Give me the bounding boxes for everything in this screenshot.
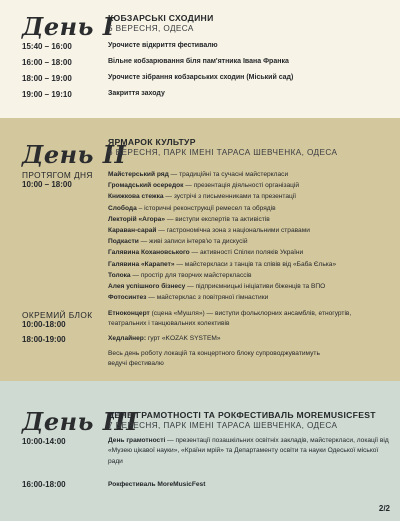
location-desc: — живі записи інтерв'ю та дискусій: [138, 238, 248, 246]
location-name: Толока: [108, 271, 131, 279]
ethno-concert-text: [108, 309, 388, 330]
all-day-block-time: 10:00 – 18:00: [22, 180, 72, 189]
day-2-title: День ІІ: [22, 140, 127, 169]
day-1-title: День І: [22, 12, 115, 41]
location-list: [108, 169, 398, 303]
location-name: Караван-сарай: [108, 227, 157, 235]
literacy-day-text: [108, 436, 393, 467]
location-name: Подкасти: [108, 238, 139, 246]
event-time: 16:00 – 18:00: [22, 58, 72, 67]
event-time: 19:00 – 19:10: [22, 90, 72, 99]
separate-block-time: 10:00-18:00: [22, 320, 66, 329]
location-desc: — гастрономічна зона з національними стравами: [156, 227, 310, 235]
all-day-block-label: ПРОТЯГОМ ДНЯ: [22, 170, 93, 180]
literacy-day-desc: — презентації позашкільних освітніх закладів, майстеркласи, локації від «Музею цікавої науки», «Країни мрій» та Департаменту освіти та науки Одеської міської ради: [108, 437, 389, 465]
location-desc: — зустрічі з письменниками та презентації: [163, 193, 297, 201]
location-desc: – історичні реконструкції ремесел та обрядів: [136, 204, 276, 212]
headliner-band: гурт «KOZAK SYSTEM»: [146, 335, 221, 342]
ethno-concert-desc: (сцена «Мушля») — виступи фольклорних ансамблів, етногуртів, театральних і танцювальних колективів: [108, 310, 352, 328]
rock-fest-time: 16:00-18:00: [22, 480, 66, 489]
day-3-section: [0, 381, 400, 521]
schedule-row: [0, 58, 400, 70]
day-1-event-name: КОБЗАРСЬКІ СХОДИНИ: [108, 13, 214, 23]
location-name: Лекторій «Агора»: [108, 215, 165, 223]
event-title: Вільне кобзарювання біля пам'ятника Івана Франка: [108, 58, 289, 65]
location-item: [108, 214, 398, 225]
literacy-day-time: 10:00-14:00: [22, 437, 66, 446]
event-title: Закриття заходу: [108, 90, 165, 97]
location-name: Фотосинтез: [108, 294, 147, 302]
location-name: Майстерський ряд: [108, 171, 169, 178]
event-title: Урочисте зібрання кобзарських сходин (Міський сад): [108, 74, 294, 81]
ethno-concert-name: Етноконцерт: [108, 310, 150, 317]
location-item: [108, 292, 398, 303]
location-desc: — підприємницькі ініціативи біженців та ВПО: [185, 283, 326, 291]
location-item: [108, 259, 398, 270]
day-3-header: [108, 410, 392, 430]
schedule-row: [0, 42, 400, 54]
location-item: [108, 203, 398, 214]
schedule-row: [0, 74, 400, 86]
day-1-header: [108, 13, 392, 33]
day-2-header: [108, 137, 392, 157]
location-item: [108, 180, 398, 191]
location-item: [108, 191, 398, 202]
location-name: Книжкова стежка: [108, 193, 164, 201]
separate-block-label: ОКРЕМИЙ БЛОК: [22, 310, 93, 320]
location-desc: — активності Спілки поляків України: [189, 249, 304, 257]
day-2-section: [0, 118, 400, 381]
headliner-label: Хедлайнер:: [108, 335, 147, 342]
location-name: Алея успішного бізнесу: [108, 283, 186, 291]
literacy-day-name: День грамотності: [108, 437, 166, 444]
day-3-location: 7 ВЕРЕСНЯ, ПАРК ІМЕНІ ТАРАСА ШЕВЧЕНКА, ОДЕСА: [108, 421, 338, 430]
location-desc: — простір для творчих майстерклассів: [130, 271, 252, 279]
location-desc: — виступи експертів та активістів: [165, 215, 270, 223]
location-item: [108, 225, 398, 236]
hosts-note: Весь день роботу локацій та концертного блоку супроводжуватимуть ведучі фестивалю: [108, 350, 320, 368]
event-title: Урочисте відкриття фестивалю: [108, 42, 218, 49]
rock-fest-name: Рокфестиваль MoreMusicFest: [108, 481, 206, 488]
location-desc: — презентація діяльності організацій: [183, 182, 300, 190]
location-item: [108, 169, 398, 180]
headliner-time: 18:00-19:00: [22, 335, 66, 344]
location-name: Галявина Кохановського: [108, 249, 190, 257]
location-item: [108, 236, 398, 247]
location-item: [108, 247, 398, 258]
location-name: Громадський осередок: [108, 182, 184, 190]
event-time: 15:40 – 16:00: [22, 42, 72, 51]
event-time: 18:00 – 19:00: [22, 74, 72, 83]
day-3-event-name: ДЕНЬ ГРАМОТНОСТІ ТА РОКФЕСТИВАЛЬ MOREMUSICFEST: [108, 410, 376, 420]
location-name: Слобода: [108, 204, 137, 212]
day-3-title: День ІІІ: [22, 407, 138, 436]
location-item: [108, 281, 398, 292]
day-1-section: [0, 0, 400, 118]
day-2-event-name: ЯРМАРОК КУЛЬТУР: [108, 137, 196, 147]
location-item: [108, 270, 398, 281]
location-desc: — майстерклас з повітряної гімнастики: [146, 294, 269, 302]
location-desc: — майстеркласи з танців та співів від «Баба Єлька»: [174, 260, 337, 268]
rock-fest-text: [108, 480, 388, 490]
location-name: Галявина «Карапет»: [108, 260, 175, 268]
day-1-location: 5 ВЕРЕСНЯ, ОДЕСА: [108, 24, 194, 33]
location-desc: — традиційні та сучасні майстеркласи: [168, 171, 289, 178]
day-2-location: 6 ВЕРЕСНЯ, ПАРК ІМЕНІ ТАРАСА ШЕВЧЕНКА, ОДЕСА: [108, 148, 338, 157]
page-number: 2/2: [378, 504, 390, 513]
schedule-row: [0, 90, 400, 102]
headliner-text: [108, 334, 388, 344]
